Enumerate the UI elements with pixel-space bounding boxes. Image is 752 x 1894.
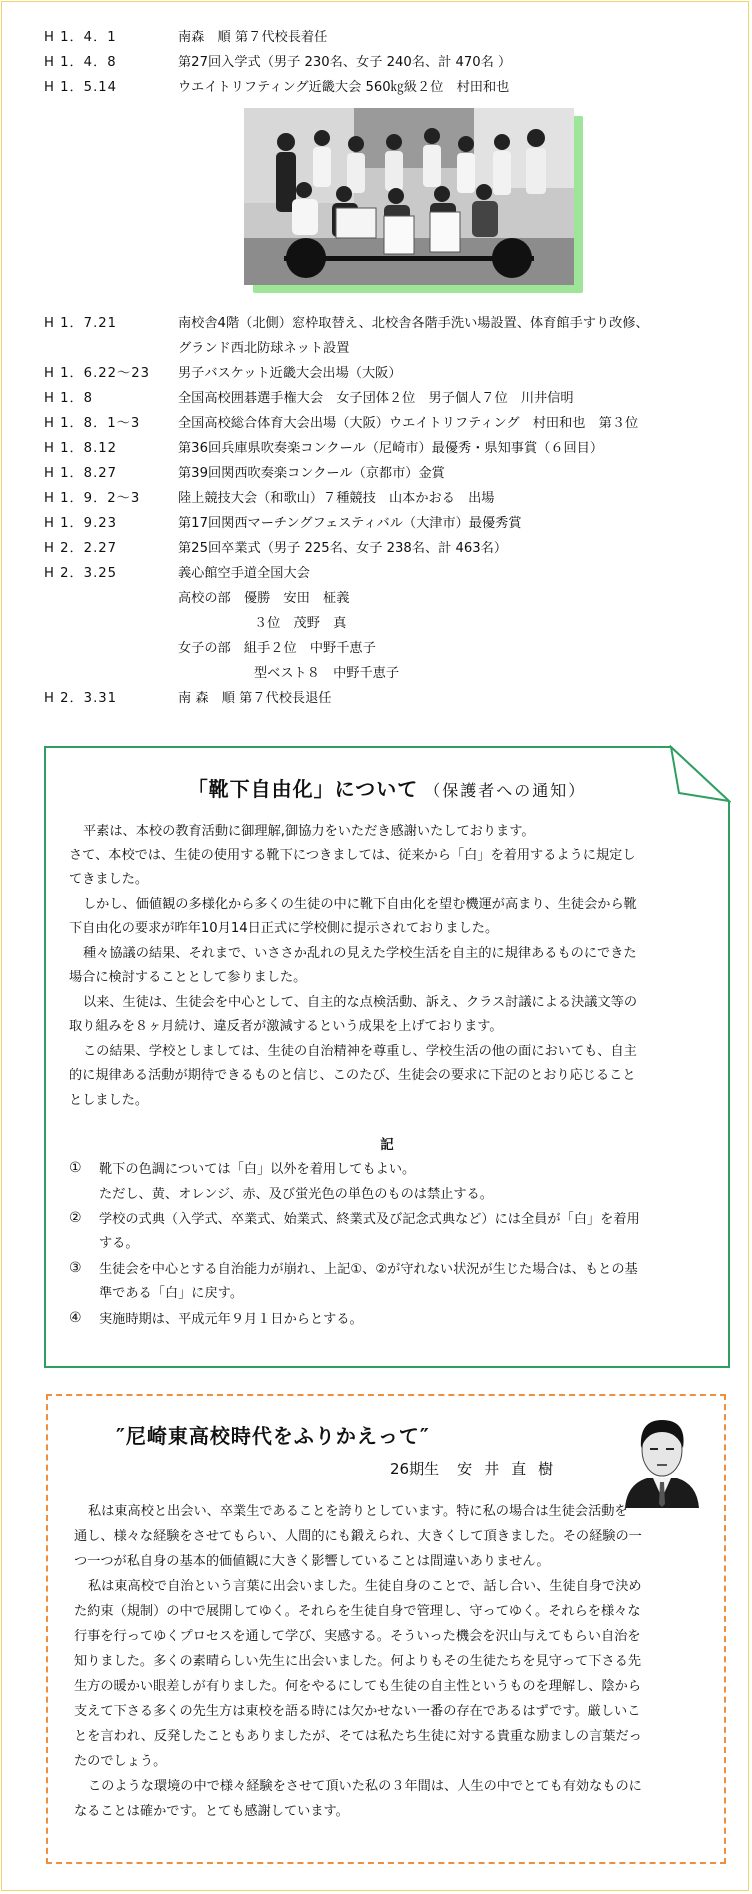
essay-line: た約束（規制）の中で展開してゆく。それらを生徒自身で管理し、守ってゆく。それらを様々な — [74, 1604, 641, 1619]
timeline-text: 第39回関西吹奏楽コンクール（京都市）金賞 — [178, 466, 445, 481]
notice-subtitle: （保護者への通知） — [424, 781, 587, 800]
timeline-date: H 2．3.25 — [44, 566, 118, 581]
notice-text-line: 下自由化の要求が昨年10月14日正式に学校側に提示されておりました。 — [69, 921, 499, 936]
timeline-date: H 2．3.31 — [44, 691, 118, 706]
notice-item-line: 準である「白」に戻す。 — [99, 1286, 244, 1301]
notice-heading — [43, 773, 731, 802]
notice-item-line: 生徒会を中心とする自治能力が崩れ、上記①、②が守れない状況が生じた場合は、もとの基 — [99, 1262, 638, 1277]
timeline-row — [44, 564, 310, 584]
timeline-row — [44, 464, 445, 484]
timeline-text: 第25回卒業式（男子 225名、女子 238名、計 463名） — [178, 541, 508, 556]
notice-item-number: ④ — [69, 1310, 82, 1326]
karate-result: ３位 茂野 真 — [254, 616, 347, 631]
karate-result: 高校の部 優勝 安田 柾義 — [178, 591, 350, 606]
notice-item-line: する。 — [99, 1236, 139, 1251]
author-portrait-image — [617, 1406, 707, 1508]
timeline-date: H 2．2.27 — [44, 541, 118, 556]
essay-line: このような環境の中で様々経験をさせて頂いた私の３年間は、人生の中でとても有効なものに — [88, 1779, 642, 1794]
group-photo — [244, 108, 574, 285]
essay-line: つ一つが私自身の基本的価値観に大きく影響していることは間違いありません。 — [74, 1554, 550, 1569]
timeline-text-continued: グランド西北防球ネット設置 — [178, 341, 350, 356]
timeline-text: 陸上競技大会（和歌山）７種競技 山本かおる 出場 — [178, 491, 495, 506]
timeline-row — [44, 414, 638, 434]
timeline-text: 全国高校囲碁選手権大会 女子団体２位 男子個人７位 川井信明 — [178, 391, 574, 406]
timeline-row — [44, 539, 507, 559]
timeline-row — [44, 314, 649, 334]
timeline-date: H 1．5.14 — [44, 80, 118, 95]
notice-box — [43, 745, 731, 1369]
author-portrait — [617, 1406, 707, 1508]
notice-text-line: 取り組みを８ヶ月続け、違反者が激減するという成果を上げております。 — [69, 1019, 503, 1034]
notice-text-line: てきました。 — [69, 872, 149, 887]
notice-text-line: この結果、学校としましては、生徒の自治精神を尊重し、学校生活の他の面においても、自主 — [83, 1044, 637, 1059]
essay-line: 支えて下さる多くの先生方は東校を語る時には欠かせない一番の存在であるはずです。厳しいこ — [74, 1704, 641, 1719]
notice-text-line: 平素は、本校の教育活動に御理解,御協力をいただき感謝いたしております。 — [83, 824, 535, 839]
essay-title: ″尼崎東高校時代をふりかえって″ — [116, 1424, 430, 1448]
timeline-text: 南校舎4階（北側）窓枠取替え、北校舎各階手洗い場設置、体育館手すり改修、 — [178, 316, 649, 331]
notice-text-line: としました。 — [69, 1093, 149, 1108]
essay-line: 知りました。多くの素晴らしい先生に出会いました。何よりもその生徒たちを見守って下さる先 — [74, 1654, 642, 1669]
karate-result: 型ベスト８ 中野千恵子 — [254, 666, 400, 681]
notice-text-line: しかし、価値観の多様化から多くの生徒の中に靴下自由化を望む機運が高まり、生徒会から靴 — [83, 897, 637, 912]
timeline-row — [44, 489, 495, 509]
essay-line: 行事を行ってゆくプロセスを通して学び、実感する。そういった機会を沢山与えてもらい自治を — [74, 1629, 641, 1644]
notice-text-line: さて、本校では、生徒の使用する靴下につきましては、従来から「白」を着用するように規定し — [69, 848, 636, 863]
notice-title: 「靴下自由化」について — [187, 777, 419, 801]
essay-line: とを言われ、反発したこともありましたが、そては私たち生徒に対する貴重な励ましの言葉だっ — [74, 1729, 642, 1744]
essay-line: 私は東高校で自治という言葉に出会いました。生徒自身のことで、話し合い、生徒自身で決め — [88, 1579, 642, 1594]
notice-item-number: ① — [69, 1160, 82, 1176]
timeline-text: 第36回兵庫県吹奏楽コンクール（尼崎市）最優秀・県知事賞（６回目） — [178, 441, 604, 456]
essay-author — [390, 1458, 565, 1479]
timeline-text: 第17回関西マーチングフェスティバル（大津市）最優秀賞 — [178, 516, 522, 531]
notice-item-line: 学校の式典（入学式、卒業式、始業式、終業式及び記念式典など）には全員が「白」を着用 — [99, 1212, 640, 1227]
timeline-date: H 1．9.23 — [44, 516, 118, 531]
timeline-row — [44, 514, 522, 534]
essay-box — [46, 1394, 726, 1864]
timeline-text: 全国高校総合体育大会出場（大阪）ウエイトリフティング 村田和也 第３位 — [178, 416, 639, 431]
notice-ki: 記 — [380, 1138, 394, 1153]
notice-text-line: 的に規律ある活動が期待できるものと信じ、このたび、生徒会の要求に下記のとおり応じること — [69, 1068, 636, 1083]
notice-text-line: 種々協議の結果、それまで、いささか乱れの見えた学校生活を自主的に規律あるものにできた — [83, 946, 637, 961]
group-photo-image — [244, 108, 574, 285]
notice-text-line: 場合に検討することとして参りました。 — [69, 970, 307, 985]
timeline-date: H 1．7.21 — [44, 316, 118, 331]
timeline-date: H 1．8.12 — [44, 441, 118, 456]
timeline-text: 男子バスケット近畿大会出場（大阪） — [178, 366, 402, 381]
notice-item-number: ② — [69, 1210, 82, 1226]
timeline-row — [44, 28, 327, 48]
timeline-row — [44, 78, 509, 98]
timeline-text: 南 森 順 第７代校長退任 — [178, 691, 332, 706]
author-class: 26期生 — [390, 1460, 440, 1478]
essay-line: 生方の暖かい眼差しが有りました。何をやるにしても生徒の自主性というものを理解し、陰から — [74, 1679, 642, 1694]
timeline-row — [44, 364, 402, 384]
notice-item-number: ③ — [69, 1260, 82, 1276]
timeline-date: H 1．8．1〜3 — [44, 416, 141, 431]
timeline-text: ウエイトリフティング近畿大会 560㎏級２位 村田和也 — [178, 80, 510, 95]
notice-text-line: 以来、生徒は、生徒会を中心として、自主的な点検活動、訴え、クラス討議による決議文等の — [83, 995, 638, 1010]
timeline-date: H 1．8 — [44, 391, 94, 406]
timeline-date: H 1．9．2〜3 — [44, 491, 141, 506]
notice-item-line: ただし、黄、オレンジ、赤、及び蛍光色の単色のものは禁止する。 — [99, 1187, 493, 1202]
timeline-text: 義心館空手道全国大会 — [178, 566, 310, 581]
essay-line: 私は東高校と出会い、卒業生であることを誇りとしています。特に私の場合は生徒会活動を — [88, 1504, 628, 1519]
timeline-date: H 1．4．1 — [44, 30, 117, 45]
timeline-row — [44, 439, 603, 459]
essay-line: 通し、様々な経験をさせてもらい、人間的にも鍛えられ、大きくして頂きました。その経験の一 — [74, 1529, 642, 1544]
timeline-text: 第27回入学式（男子 230名、女子 240名、計 470名 ） — [178, 55, 512, 70]
timeline-date: H 1．6.22〜23 — [44, 366, 151, 381]
timeline-row — [44, 389, 574, 409]
timeline-row — [44, 53, 511, 73]
author-name: 安井直樹 — [457, 1460, 566, 1478]
timeline-row — [44, 689, 331, 709]
karate-result: 女子の部 組手２位 中野千恵子 — [178, 641, 376, 656]
timeline-date: H 1．4．8 — [44, 55, 117, 70]
notice-item-line: 靴下の色調については「白」以外を着用してもよい。 — [99, 1162, 416, 1177]
timeline-date: H 1．8.27 — [44, 466, 118, 481]
notice-item-line: 実施時期は、平成元年９月１日からとする。 — [99, 1312, 363, 1327]
essay-line: たのでしょう。 — [74, 1754, 167, 1769]
timeline-text: 南森 順 第７代校長着任 — [178, 30, 328, 45]
essay-line: なることは確かです。とても感謝しています。 — [74, 1804, 349, 1819]
